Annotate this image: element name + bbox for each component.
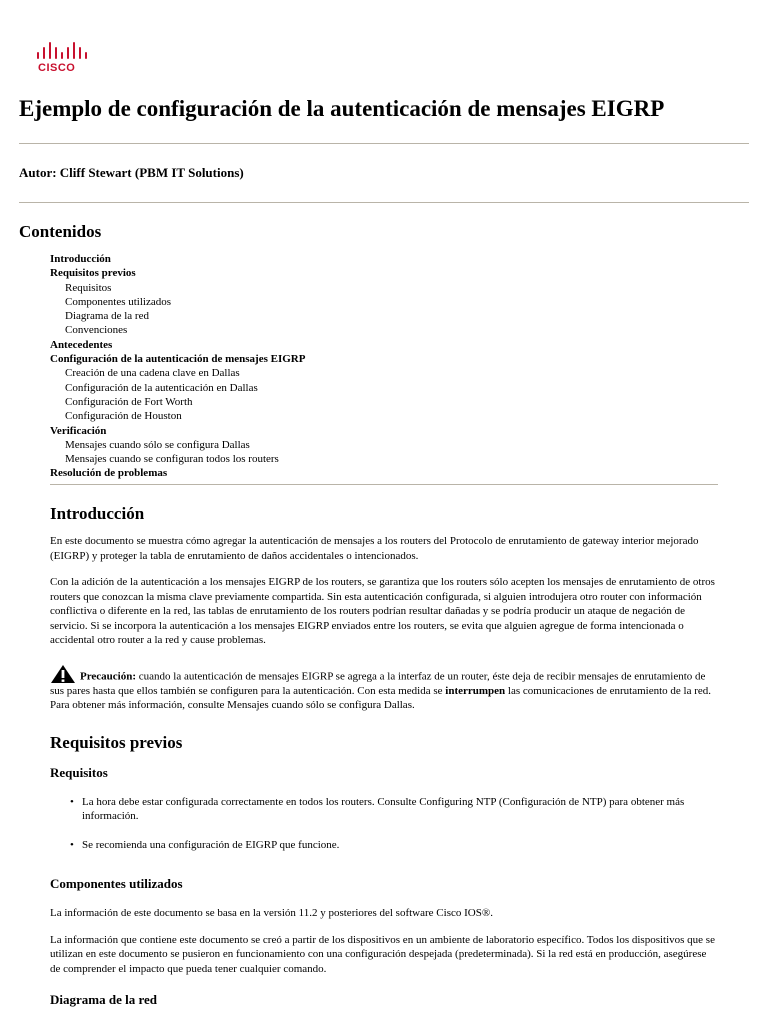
caution-note — [50, 664, 715, 713]
toc-link[interactable]: Verificación — [50, 424, 107, 437]
toc-link[interactable]: Configuración de Fort Worth — [65, 395, 193, 408]
subsection-heading-requisitos: Requisitos — [50, 764, 108, 780]
toc-link[interactable]: Antecedentes — [50, 338, 113, 351]
toc-link[interactable]: Configuración de la autenticación en Dallas — [65, 381, 258, 394]
page-title: Ejemplo de configuración de la autenticación de mensajes EIGRP — [19, 96, 665, 121]
toc-link[interactable]: Requisitos previos — [50, 267, 136, 280]
toc-heading: Contenidos — [19, 222, 102, 241]
toc-link[interactable]: Convenciones — [65, 324, 128, 337]
list-item-text: Se recomienda una configuración de EIGRP que funcione. — [82, 838, 340, 851]
table-of-contents — [50, 252, 730, 481]
requirements-list — [50, 795, 715, 853]
toc-link[interactable]: Requisitos — [65, 281, 112, 294]
toc-link[interactable]: Introducción — [50, 253, 111, 265]
toc-link[interactable]: Mensajes cuando se configuran todos los routers — [65, 453, 279, 466]
list-item — [70, 795, 715, 824]
toc-link[interactable]: Diagrama de la red — [65, 310, 149, 323]
caution-emphasis: interrumpen — [445, 684, 506, 697]
components-paragraph: La información que contiene este documento se creó a partir de los dispositivos en un ambiente de laboratorio específico. Todos los dispositivos que se utilizan en este documento se pusieron en funcionamiento con una configuración despejada (predeterminada). Si la red está en producción, asegúrese de comprender el impacto que pueda tener cualquier comando. — [50, 933, 715, 975]
toc-link[interactable]: Resolución de problemas — [50, 467, 168, 480]
main-content — [50, 504, 715, 1008]
intro-paragraph: En este documento se muestra cómo agregar la autenticación de mensajes a los routers del Protocolo de enrutamiento de gateway interior mejorado (EIGRP) y proteger la tabla de enrutamiento de daños accidentales o intencionados. — [50, 535, 699, 562]
cisco-logo — [34, 40, 90, 76]
subsection-heading-componentes: Componentes utilizados — [50, 876, 183, 891]
author-line: Autor: Cliff Stewart (PBM IT Solutions) — [19, 165, 244, 180]
cisco-bars-icon — [34, 40, 90, 62]
bullet-icon: • — [70, 795, 74, 808]
divider — [19, 143, 749, 144]
caution-text: cuando la autenticación de mensajes EIGRP se agrega a la interfaz de un router, éste deja de recibir mensajes de enrutamiento de sus pares hasta que ellos también se configuren para la autenticación. Con esta medida se — [50, 670, 706, 697]
warning-icon — [50, 664, 76, 684]
bullet-icon: • — [70, 838, 74, 851]
divider — [50, 484, 718, 485]
list-item-text: La hora debe estar configurada correctamente en todos los routers. Consulte Configuring NTP (Configuración de NTP) para obtener más información. — [82, 795, 685, 822]
cisco-wordmark: CISCO — [38, 62, 76, 74]
toc-link[interactable]: Componentes utilizados — [65, 295, 172, 308]
caution-text: las comunicaciones de enrutamiento de la red. Para obtener más información, consulte Mensajes cuando sólo se configura Dallas. — [50, 684, 712, 711]
subsection-heading-diagrama: Diagrama de la red — [50, 992, 157, 1007]
section-heading-requisitos-previos: Requisitos previos — [50, 732, 183, 752]
components-paragraph: La información de este documento se basa en la versión 11.2 y posteriores del software Cisco IOS®. — [50, 907, 493, 919]
toc-link[interactable]: Configuración de Houston — [65, 410, 182, 423]
list-item — [70, 838, 715, 853]
toc-link[interactable]: Mensajes cuando sólo se configura Dallas — [65, 438, 250, 451]
caution-label: Precaución: — [80, 670, 137, 682]
section-heading-introduccion: Introducción — [50, 504, 145, 523]
toc-link[interactable]: Creación de una cadena clave en Dallas — [65, 367, 240, 380]
toc-link[interactable]: Configuración de la autenticación de mensajes EIGRP — [50, 353, 306, 366]
divider — [19, 202, 749, 203]
intro-paragraph: Con la adición de la autenticación a los mensajes EIGRP de los routers, se garantiza que los routers sólo acepten los mensajes de enrutamiento de otros routers que conozcan la misma clave previamente compartida. Sin esta autenticación configurada, si alguien introdujera otro router con información conflictiva o diferente en la red, las tablas de enrutamiento de los routers podrían resultar dañadas y se podría producir un ataque de negación de servicio. Si se incorpora la autenticación a los mensajes EIGRP enviados entre los routers, se evita que alguien agregue de forma intencionada o accidental otro router a la red y cause problemas. — [50, 576, 715, 646]
